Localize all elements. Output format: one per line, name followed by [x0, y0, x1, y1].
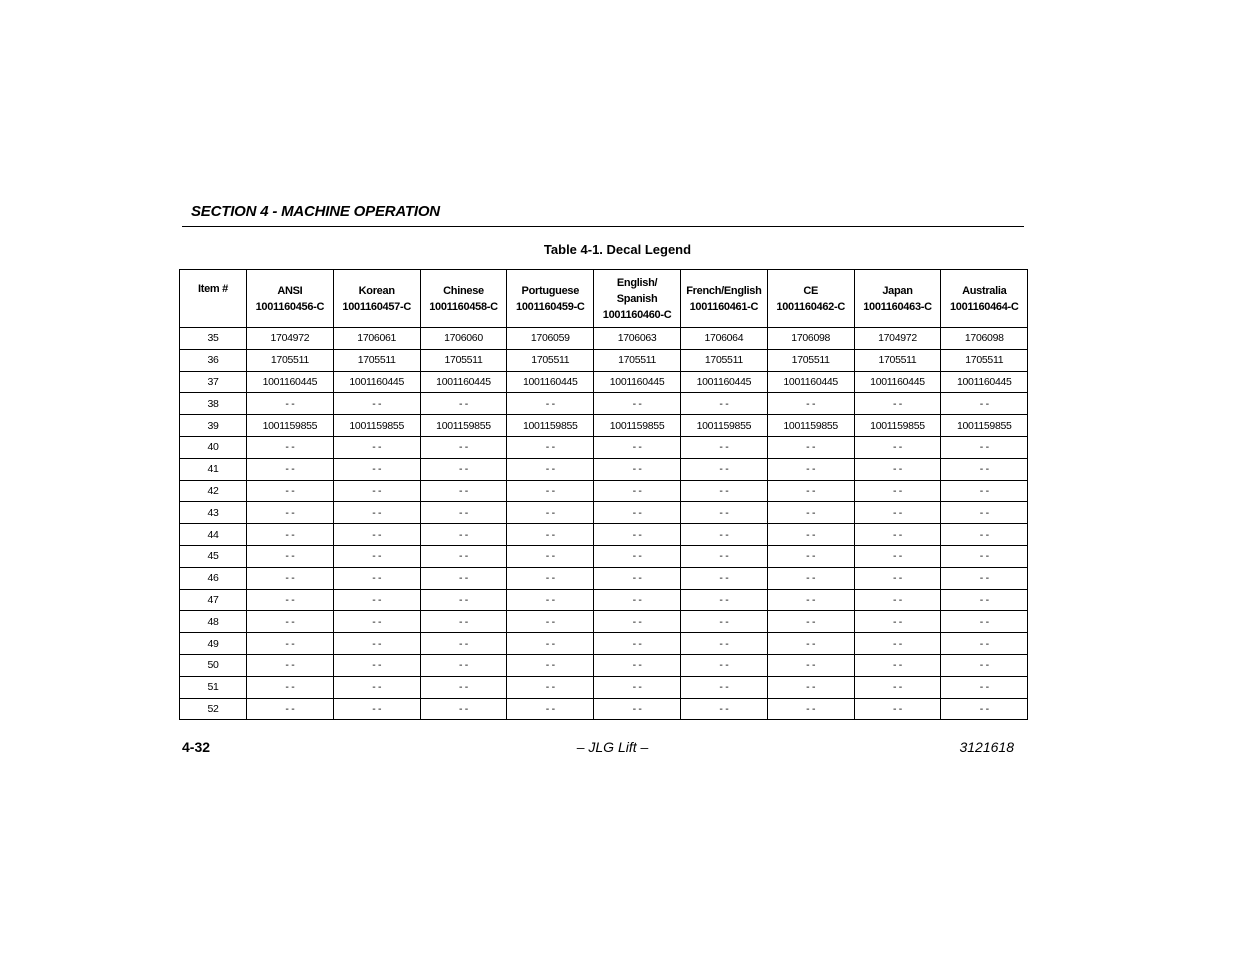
- decal-part-cell: - -: [333, 458, 420, 480]
- table-row: [180, 349, 1028, 371]
- item-number-cell: 42: [180, 480, 247, 502]
- decal-part-cell: - -: [941, 502, 1028, 524]
- decal-part-cell: - -: [594, 567, 681, 589]
- table-row: [180, 371, 1028, 393]
- decal-part-cell: - -: [941, 567, 1028, 589]
- decal-part-cell: - -: [767, 480, 854, 502]
- column-header-line: Korean: [358, 284, 395, 297]
- decal-part-cell: - -: [941, 654, 1028, 676]
- decal-part-cell: 1001160445: [941, 371, 1028, 393]
- decal-part-cell: - -: [507, 436, 594, 458]
- decal-part-cell: - -: [247, 654, 334, 676]
- decal-part-cell: - -: [594, 611, 681, 633]
- decal-part-cell: - -: [507, 633, 594, 655]
- decal-legend-table: [179, 269, 1028, 720]
- decal-part-cell: - -: [594, 436, 681, 458]
- item-number-cell: 46: [180, 567, 247, 589]
- table-row: [180, 545, 1028, 567]
- decal-part-cell: 1705511: [594, 349, 681, 371]
- decal-part-cell: - -: [420, 545, 507, 567]
- decal-part-cell: - -: [680, 611, 767, 633]
- decal-part-cell: 1705511: [854, 349, 941, 371]
- decal-part-cell: 1706064: [680, 328, 767, 350]
- page-number: 4-32: [182, 739, 211, 755]
- column-header-line: Portuguese: [521, 284, 580, 297]
- decal-part-cell: - -: [247, 698, 334, 720]
- decal-part-cell: - -: [767, 545, 854, 567]
- column-header-line: Spanish: [616, 292, 658, 305]
- decal-part-cell: - -: [854, 611, 941, 633]
- decal-part-cell: - -: [507, 458, 594, 480]
- decal-part-cell: - -: [767, 589, 854, 611]
- decal-part-cell: - -: [247, 611, 334, 633]
- column-header: [507, 270, 594, 328]
- decal-part-cell: - -: [333, 676, 420, 698]
- decal-part-cell: - -: [333, 589, 420, 611]
- table-row: [180, 436, 1028, 458]
- column-header: [767, 270, 854, 328]
- decal-part-cell: 1705511: [941, 349, 1028, 371]
- decal-part-cell: 1704972: [247, 328, 334, 350]
- decal-part-cell: - -: [420, 654, 507, 676]
- decal-part-cell: - -: [333, 393, 420, 415]
- column-header-item: [180, 270, 247, 328]
- decal-part-cell: - -: [680, 524, 767, 546]
- decal-part-cell: 1706061: [333, 328, 420, 350]
- decal-part-cell: 1706060: [420, 328, 507, 350]
- item-number-cell: 48: [180, 611, 247, 633]
- item-number-cell: 47: [180, 589, 247, 611]
- table-row: [180, 480, 1028, 502]
- decal-part-cell: - -: [247, 589, 334, 611]
- column-header: [854, 270, 941, 328]
- decal-part-cell: - -: [333, 633, 420, 655]
- table-row: [180, 524, 1028, 546]
- table-row: [180, 654, 1028, 676]
- column-header-line: English/: [616, 276, 658, 289]
- decal-part-cell: - -: [767, 633, 854, 655]
- decal-part-cell: - -: [767, 458, 854, 480]
- decal-part-cell: 1001159855: [507, 415, 594, 437]
- table-row: [180, 393, 1028, 415]
- column-header-line: 1001160457-C: [342, 300, 411, 313]
- decal-part-cell: - -: [247, 480, 334, 502]
- decal-part-cell: 1706063: [594, 328, 681, 350]
- decal-part-cell: - -: [854, 458, 941, 480]
- decal-part-cell: - -: [680, 393, 767, 415]
- decal-part-cell: - -: [767, 393, 854, 415]
- decal-part-cell: - -: [941, 589, 1028, 611]
- decal-part-cell: 1001160445: [854, 371, 941, 393]
- column-header: [594, 270, 681, 328]
- decal-part-cell: 1001159855: [680, 415, 767, 437]
- decal-part-cell: - -: [247, 545, 334, 567]
- column-header-line: CE: [803, 284, 819, 297]
- decal-part-cell: - -: [594, 654, 681, 676]
- item-number-cell: 38: [180, 393, 247, 415]
- column-header-line: 1001160459-C: [516, 300, 585, 313]
- decal-part-cell: - -: [854, 502, 941, 524]
- decal-part-cell: 1706098: [941, 328, 1028, 350]
- decal-part-cell: - -: [680, 676, 767, 698]
- decal-part-cell: - -: [594, 589, 681, 611]
- table-row: [180, 458, 1028, 480]
- item-number-cell: 51: [180, 676, 247, 698]
- item-number-cell: 44: [180, 524, 247, 546]
- document-number: 3121618: [959, 739, 1014, 755]
- decal-part-cell: 1001160445: [594, 371, 681, 393]
- decal-part-cell: - -: [854, 654, 941, 676]
- decal-part-cell: - -: [680, 502, 767, 524]
- column-header-line: French/English: [686, 284, 762, 297]
- column-header-line: Australia: [962, 284, 1007, 297]
- decal-part-cell: 1001160445: [247, 371, 334, 393]
- decal-part-cell: - -: [247, 567, 334, 589]
- decal-part-cell: - -: [420, 480, 507, 502]
- decal-part-cell: - -: [333, 480, 420, 502]
- decal-part-cell: - -: [680, 654, 767, 676]
- table-row: [180, 567, 1028, 589]
- decal-part-cell: - -: [680, 480, 767, 502]
- decal-part-cell: - -: [767, 698, 854, 720]
- column-header: [420, 270, 507, 328]
- decal-part-cell: - -: [247, 676, 334, 698]
- table-row: [180, 502, 1028, 524]
- decal-part-cell: 1001160445: [767, 371, 854, 393]
- decal-part-cell: 1705511: [767, 349, 854, 371]
- decal-part-cell: - -: [941, 698, 1028, 720]
- decal-part-cell: - -: [854, 589, 941, 611]
- decal-part-cell: - -: [680, 436, 767, 458]
- decal-part-cell: - -: [941, 676, 1028, 698]
- decal-part-cell: 1001160445: [420, 371, 507, 393]
- decal-part-cell: - -: [941, 436, 1028, 458]
- decal-part-cell: - -: [420, 567, 507, 589]
- table-body: [180, 328, 1028, 720]
- decal-part-cell: - -: [854, 524, 941, 546]
- decal-part-cell: 1704972: [854, 328, 941, 350]
- decal-part-cell: - -: [333, 502, 420, 524]
- decal-part-cell: - -: [767, 524, 854, 546]
- decal-part-cell: - -: [420, 698, 507, 720]
- decal-part-cell: - -: [767, 611, 854, 633]
- column-header-line: 1001160464-C: [949, 300, 1019, 313]
- decal-part-cell: - -: [247, 393, 334, 415]
- decal-part-cell: 1001159855: [854, 415, 941, 437]
- table-row: [180, 611, 1028, 633]
- column-header-line: 1001160461-C: [689, 300, 759, 313]
- decal-part-cell: 1001160445: [333, 371, 420, 393]
- column-header-line: Japan: [882, 284, 913, 297]
- table-caption: Table 4-1. Decal Legend: [543, 242, 692, 257]
- decal-part-cell: - -: [854, 436, 941, 458]
- decal-part-cell: 1001159855: [941, 415, 1028, 437]
- decal-part-cell: 1001159855: [420, 415, 507, 437]
- decal-part-cell: 1705511: [420, 349, 507, 371]
- decal-part-cell: - -: [507, 676, 594, 698]
- decal-part-cell: - -: [420, 502, 507, 524]
- decal-part-cell: - -: [594, 458, 681, 480]
- decal-part-cell: - -: [507, 698, 594, 720]
- decal-part-cell: - -: [854, 633, 941, 655]
- decal-part-cell: - -: [420, 611, 507, 633]
- column-header: [333, 270, 420, 328]
- decal-part-cell: - -: [594, 676, 681, 698]
- decal-part-cell: - -: [420, 524, 507, 546]
- decal-part-cell: - -: [767, 567, 854, 589]
- table-row: [180, 328, 1028, 350]
- decal-part-cell: - -: [594, 633, 681, 655]
- decal-part-cell: - -: [507, 393, 594, 415]
- decal-part-cell: - -: [680, 545, 767, 567]
- decal-part-cell: - -: [507, 654, 594, 676]
- decal-part-cell: - -: [767, 654, 854, 676]
- decal-part-cell: - -: [767, 436, 854, 458]
- item-number-cell: 49: [180, 633, 247, 655]
- decal-part-cell: - -: [420, 436, 507, 458]
- decal-part-cell: - -: [333, 524, 420, 546]
- decal-part-cell: - -: [333, 567, 420, 589]
- decal-part-cell: - -: [854, 545, 941, 567]
- item-number-cell: 35: [180, 328, 247, 350]
- decal-part-cell: 1001159855: [594, 415, 681, 437]
- decal-part-cell: - -: [420, 589, 507, 611]
- decal-part-cell: - -: [594, 480, 681, 502]
- decal-part-cell: - -: [767, 676, 854, 698]
- decal-part-cell: - -: [247, 436, 334, 458]
- header-divider: [182, 226, 1024, 227]
- decal-part-cell: - -: [941, 633, 1028, 655]
- item-number-cell: 50: [180, 654, 247, 676]
- column-header-line: Chinese: [443, 284, 484, 297]
- decal-part-cell: - -: [420, 676, 507, 698]
- column-header-line: 1001160462-C: [776, 300, 845, 313]
- table-row: [180, 415, 1028, 437]
- item-number-cell: 39: [180, 415, 247, 437]
- decal-part-cell: - -: [594, 524, 681, 546]
- decal-part-cell: 1705511: [507, 349, 594, 371]
- decal-part-cell: - -: [247, 458, 334, 480]
- decal-part-cell: 1706059: [507, 328, 594, 350]
- decal-part-cell: - -: [767, 502, 854, 524]
- decal-part-cell: - -: [854, 480, 941, 502]
- decal-part-cell: - -: [247, 524, 334, 546]
- column-header-line: Item #: [198, 283, 228, 295]
- decal-part-cell: - -: [854, 567, 941, 589]
- column-header: [680, 270, 767, 328]
- decal-part-cell: - -: [594, 545, 681, 567]
- decal-part-cell: - -: [680, 567, 767, 589]
- decal-part-cell: - -: [854, 698, 941, 720]
- table-row: [180, 589, 1028, 611]
- footer-title: – JLG Lift –: [576, 739, 649, 755]
- decal-part-cell: - -: [594, 393, 681, 415]
- decal-part-cell: - -: [507, 567, 594, 589]
- decal-part-cell: - -: [507, 545, 594, 567]
- table-row: [180, 633, 1028, 655]
- decal-part-cell: - -: [941, 524, 1028, 546]
- column-header-line: 1001160456-C: [255, 300, 325, 313]
- decal-part-cell: - -: [247, 502, 334, 524]
- item-number-cell: 40: [180, 436, 247, 458]
- decal-part-cell: - -: [680, 589, 767, 611]
- decal-part-cell: 1705511: [333, 349, 420, 371]
- decal-part-cell: - -: [420, 393, 507, 415]
- decal-part-cell: - -: [941, 611, 1028, 633]
- decal-part-cell: 1001160445: [507, 371, 594, 393]
- decal-part-cell: - -: [420, 458, 507, 480]
- table-row: [180, 698, 1028, 720]
- decal-part-cell: 1001160445: [680, 371, 767, 393]
- decal-part-cell: - -: [680, 698, 767, 720]
- item-number-cell: 41: [180, 458, 247, 480]
- table-row: [180, 676, 1028, 698]
- item-number-cell: 37: [180, 371, 247, 393]
- decal-part-cell: 1001159855: [767, 415, 854, 437]
- decal-part-cell: - -: [854, 393, 941, 415]
- section-title: SECTION 4 - MACHINE OPERATION: [191, 203, 440, 220]
- column-header-line: 1001160463-C: [863, 300, 932, 313]
- decal-part-cell: - -: [420, 633, 507, 655]
- column-header-line: 1001160458-C: [429, 300, 498, 313]
- decal-part-cell: - -: [507, 589, 594, 611]
- decal-part-cell: - -: [941, 480, 1028, 502]
- column-header-line: ANSI: [277, 284, 303, 297]
- decal-part-cell: - -: [594, 502, 681, 524]
- decal-part-cell: - -: [507, 611, 594, 633]
- column-header: [941, 270, 1028, 328]
- decal-part-cell: - -: [507, 502, 594, 524]
- column-header-line: 1001160460-C: [602, 308, 672, 321]
- decal-part-cell: - -: [941, 393, 1028, 415]
- item-number-cell: 45: [180, 545, 247, 567]
- decal-part-cell: - -: [594, 698, 681, 720]
- decal-part-cell: - -: [854, 676, 941, 698]
- decal-part-cell: 1001159855: [333, 415, 420, 437]
- decal-part-cell: - -: [680, 633, 767, 655]
- item-number-cell: 52: [180, 698, 247, 720]
- decal-part-cell: - -: [333, 436, 420, 458]
- column-header: [247, 270, 334, 328]
- decal-part-cell: - -: [680, 458, 767, 480]
- decal-part-cell: - -: [941, 545, 1028, 567]
- table-header-row: [180, 270, 1028, 328]
- decal-part-cell: - -: [333, 611, 420, 633]
- decal-part-cell: - -: [507, 524, 594, 546]
- item-number-cell: 43: [180, 502, 247, 524]
- decal-part-cell: - -: [333, 698, 420, 720]
- decal-part-cell: 1705511: [247, 349, 334, 371]
- item-number-cell: 36: [180, 349, 247, 371]
- decal-part-cell: - -: [507, 480, 594, 502]
- decal-part-cell: 1706098: [767, 328, 854, 350]
- decal-part-cell: - -: [941, 458, 1028, 480]
- decal-part-cell: - -: [333, 654, 420, 676]
- decal-part-cell: - -: [247, 633, 334, 655]
- decal-part-cell: 1001159855: [247, 415, 334, 437]
- decal-part-cell: - -: [333, 545, 420, 567]
- decal-part-cell: 1705511: [680, 349, 767, 371]
